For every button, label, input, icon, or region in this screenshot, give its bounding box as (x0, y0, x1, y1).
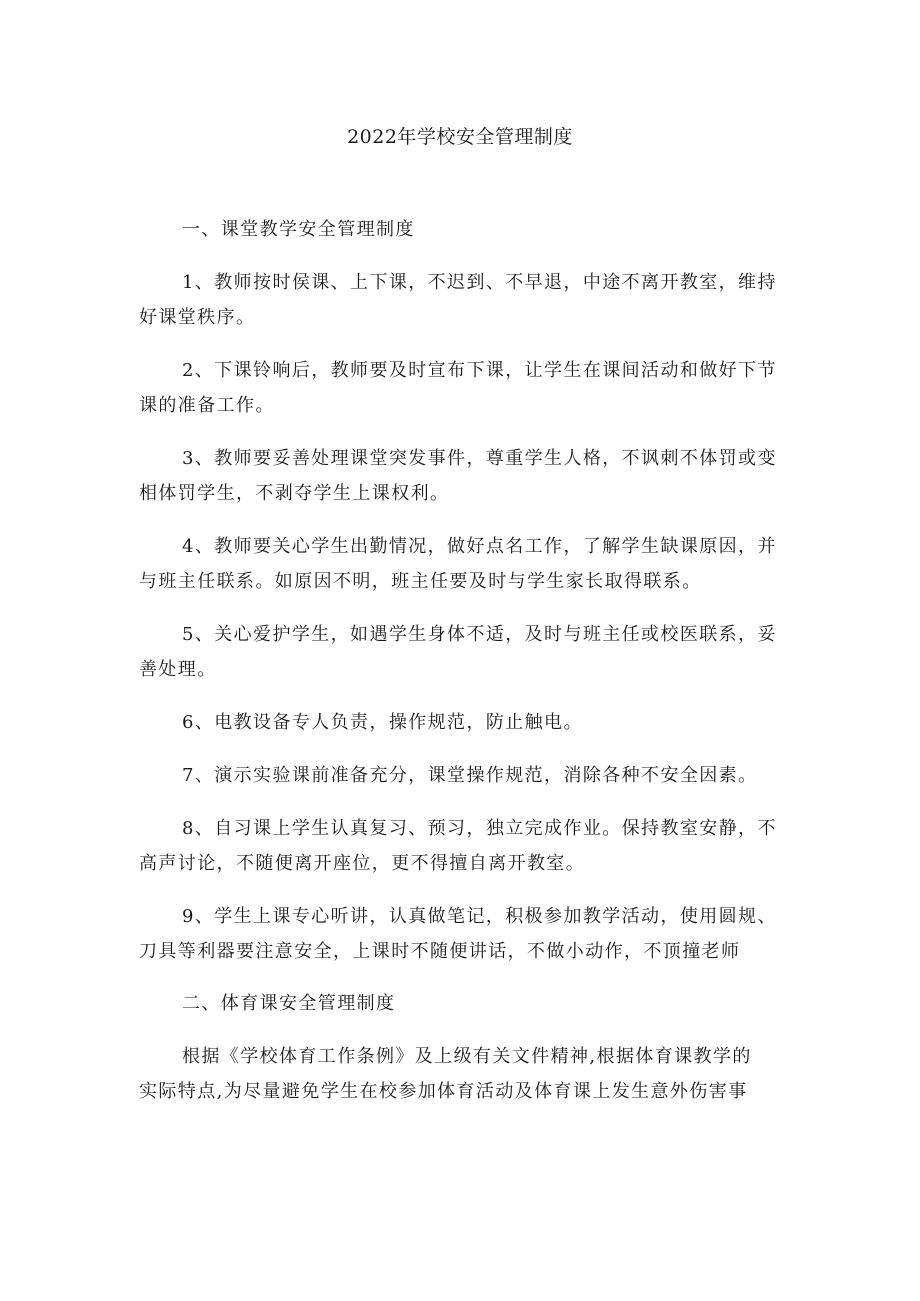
paragraph-item-7 (139, 758, 784, 793)
paragraph-line: 2、下课铃响后，教师要及时宣布下课，让学生在课间活动和做好下节 (182, 360, 777, 381)
paragraph-item-3 (139, 441, 784, 511)
section2-paragraph (139, 1039, 784, 1109)
paragraph-line: 善处理。 (139, 659, 217, 680)
paragraph-line: 高声讨论，不随便离开座位，更不得擅自离开教室。 (139, 853, 586, 874)
paragraph-item-9 (139, 899, 784, 969)
paragraph-item-6 (139, 705, 784, 740)
paragraph-line: 9、学生上课专心听讲，认真做笔记，积极参加教学活动，使用圆规、 (182, 906, 777, 927)
section-heading-2: 二、体育课安全管理制度 (182, 993, 396, 1014)
paragraph-line: 相体罚学生，不剥夺学生上课权利。 (139, 483, 450, 504)
paragraph-line: 刀具等利器要注意安全，上课时不随便讲话，不做小动作，不顶撞老师 (139, 941, 741, 962)
paragraph-line: 根据《学校体育工作条例》及上级有关文件精神,根据体育课教学的 (182, 1046, 752, 1067)
paragraph-line: 好课堂秩序。 (139, 307, 256, 328)
paragraph-line: 实际特点,为尽量避免学生在校参加体育活动及体育课上发生意外伤害事 (139, 1081, 748, 1102)
paragraph-line: 与班主任联系。如原因不明，班主任要及时与学生家长取得联系。 (139, 571, 702, 592)
paragraph-line: 3、教师要妥善处理课堂突发事件，尊重学生人格，不讽刺不体罚或变 (182, 448, 777, 469)
document-title: 2022年学校安全管理制度 (347, 126, 573, 148)
paragraph-line: 1、教师按时侯课、上下课，不迟到、不早退，中途不离开教室，维持 (182, 272, 777, 293)
paragraph-item-8 (139, 811, 784, 881)
paragraph-item-4 (139, 529, 784, 599)
paragraph-line: 4、教师要关心学生出勤情况，做好点名工作，了解学生缺课原因，并 (182, 536, 777, 557)
paragraph-line: 课的准备工作。 (139, 395, 275, 416)
paragraph-item-5 (139, 617, 784, 687)
paragraph-line: 6、电教设备专人负责，操作规范，防止触电。 (182, 712, 583, 733)
paragraph-item-1 (139, 265, 784, 335)
paragraph-line: 7、演示实验课前准备充分，课堂操作规范，消除各种不安全因素。 (182, 765, 758, 786)
document-body (139, 212, 784, 1109)
paragraph-item-2 (139, 353, 784, 423)
paragraph-line: 5、关心爱护学生，如遇学生身体不适，及时与班主任或校医联系，妥 (182, 624, 777, 645)
paragraph-line: 8、自习课上学生认真复习、预习，独立完成作业。保持教室安静，不 (182, 818, 777, 839)
section-heading-1: 一、课堂教学安全管理制度 (182, 219, 415, 240)
